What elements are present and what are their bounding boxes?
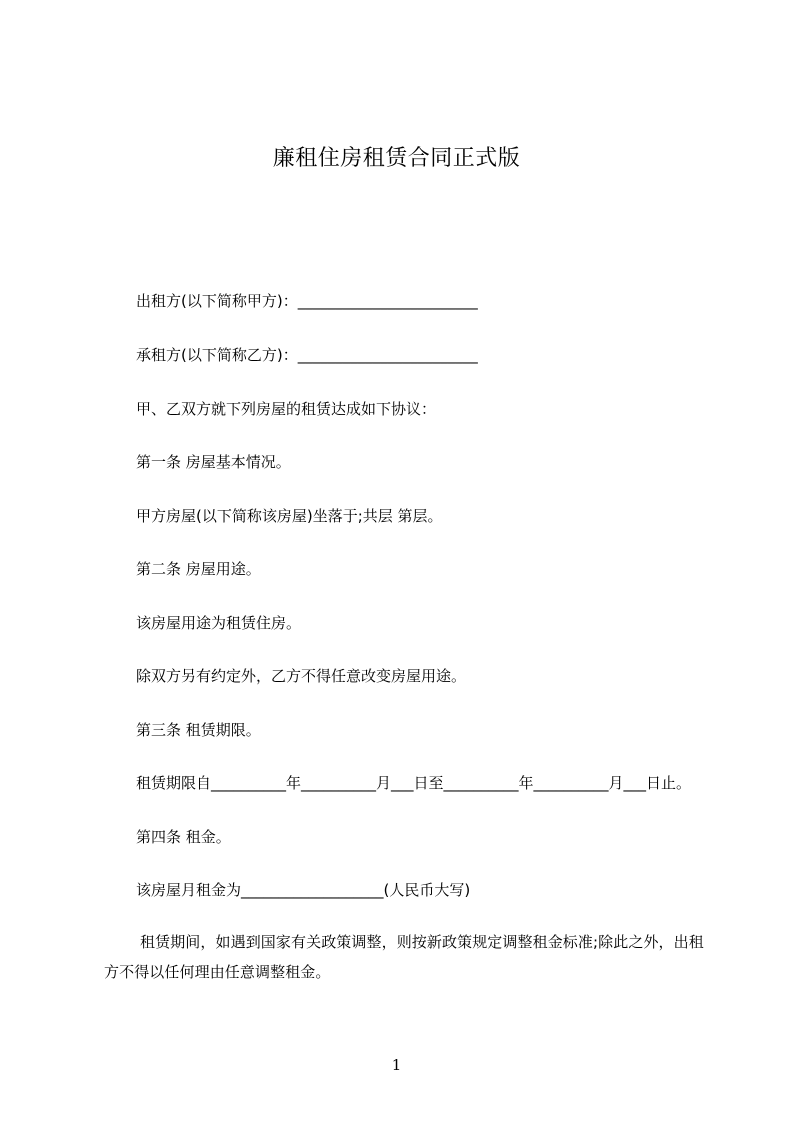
property-use: 该房屋用途为租赁住房。 — [136, 614, 302, 632]
article-1-heading: 第一条 房屋基本情况。 — [136, 453, 291, 471]
lessee-line: 承租方(以下简称乙方)：________________________ — [136, 346, 478, 364]
article-3-heading: 第三条 租赁期限。 — [136, 721, 261, 739]
agreement-intro: 甲、乙双方就下列房屋的租赁达成如下协议： — [136, 400, 437, 418]
monthly-rent: 该房屋月租金为___________________(人民币大写) — [136, 881, 471, 899]
property-location: 甲方房屋(以下简称该房屋)坐落于;共层 第层。 — [136, 507, 443, 525]
lessor-line: 出租方(以下简称甲方)：________________________ — [136, 292, 478, 310]
use-restriction: 除双方另有约定外，乙方不得任意改变房屋用途。 — [136, 667, 467, 685]
rent-adjustment-paragraph: 租赁期间，如遇到国家有关政策调整，则按新政策规定调整租金标准;除此之外，出租方不得以任何理由任意调整租金。 — [104, 933, 704, 981]
page-number: 1 — [391, 1056, 402, 1074]
article-2-heading: 第二条 房屋用途。 — [136, 560, 261, 578]
lease-term: 租赁期限自__________年__________月___日至__________年__________月___日止。 — [136, 774, 692, 792]
document-title: 廉租住房租赁合同正式版 — [272, 146, 521, 171]
article-4-heading: 第四条 租金。 — [136, 828, 231, 846]
